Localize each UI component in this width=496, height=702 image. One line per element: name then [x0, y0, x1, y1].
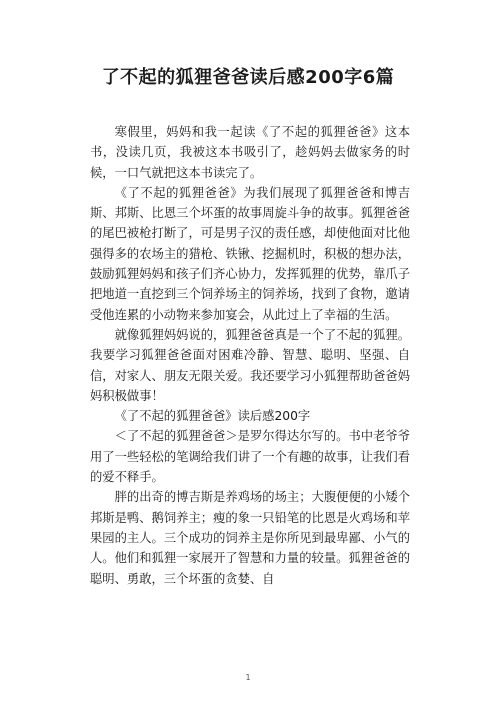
document-body: [90, 122, 410, 589]
paragraph-4: ＜了不起的狐狸爸爸＞是罗尔得达尔写的。书中老爷爷用了一些轻松的笔调给我们讲了一个有趣的故事，让我们看的爱不释手。: [90, 429, 410, 485]
section-heading: 《了不起的狐狸爸爸》读后感200字: [114, 409, 311, 424]
paragraph-2: 《了不起的狐狸爸爸》为我们展现了狐狸爸爸和博吉斯、邦斯、比恩三个坏蛋的故事周旋斗争的故事。狐狸爸爸的尾巴被枪打断了，可是男子汉的责任感，却使他面对比他强得多的农场主的猎枪、铁锹、挖掘机时，积极的想办法，鼓励狐狸妈妈和孩子们齐心协力，发挥狐狸的优势，靠爪子把地道一直挖到三个饲养场主的饲养场，找到了食物，邀请受他连累的小动物来参加宴会，从此过上了幸福的生活。: [90, 185, 410, 322]
paragraph-5: 胖的出奇的博吉斯是养鸡场的场主；大腹便便的小矮个邦斯是鸭、鹅饲养主；瘦的象一只铅笔的比恩是火鸡场和苹果园的主人。三个成功的饲养主是你所见到最卑鄙、小气的人。他们和狐狸一家展开了智慧和力量的较量。狐狸爸爸的聪明、勇敢，三个坏蛋的贪婪、自: [90, 490, 410, 586]
paragraph-1: 寒假里，妈妈和我一起读《了不起的狐狸爸爸》这本书，没读几页，我被这本书吸引了，趁妈妈去做家务的时候，一口气就把这本书读完了。: [90, 125, 410, 180]
page-number: 1: [245, 673, 251, 682]
document-title: 了不起的狐狸爸爸读后感200字6篇: [101, 67, 395, 88]
paragraph-3: 就像狐狸妈妈说的，狐狸爸爸真是一个了不起的狐狸。我要学习狐狸爸爸面对困难冷静、智慧、聪明、坚强、自信，对家人、朋友无限关爱。我还要学习小狐狸帮助爸爸妈妈积极做事！: [90, 327, 410, 403]
